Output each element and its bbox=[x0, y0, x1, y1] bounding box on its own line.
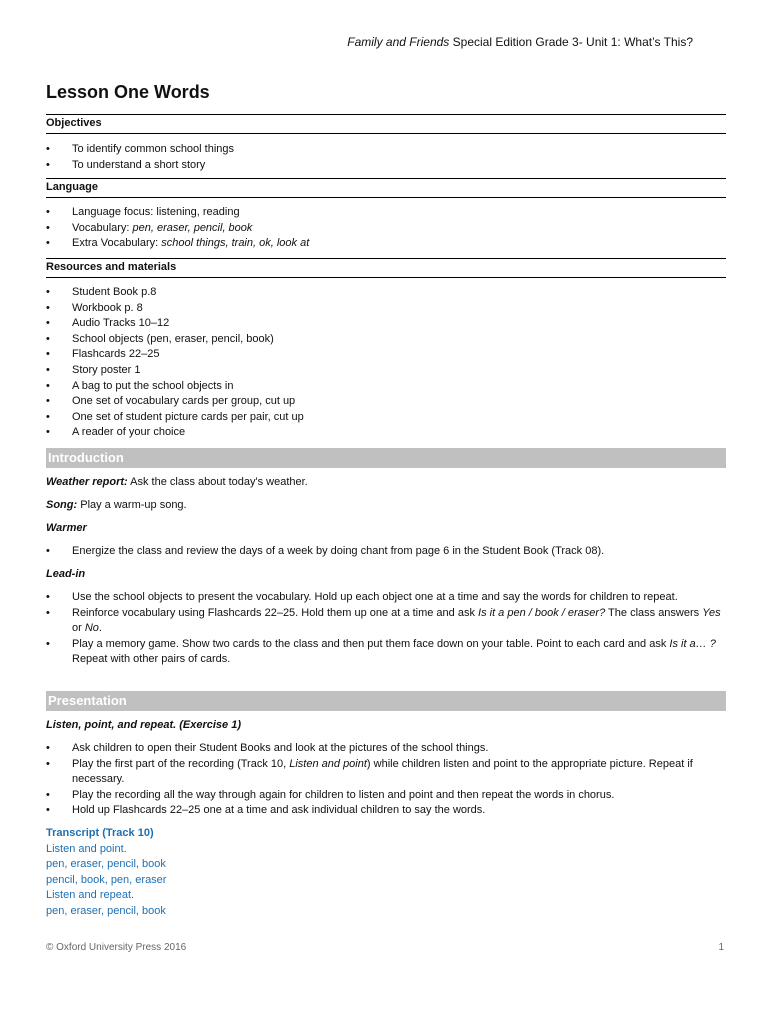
page-title: Lesson One Words bbox=[46, 82, 210, 102]
list-item: • Vocabulary: pen, eraser, pencil, book bbox=[46, 221, 726, 237]
list-item: • Use the school objects to present the vocabulary. Hold up each object one at a time and say the words for children to repeat. bbox=[46, 590, 726, 606]
list-item: • To identify common school things bbox=[46, 142, 726, 158]
copyright: © Oxford University Press 2016 bbox=[46, 942, 187, 953]
objectives-heading: Objectives bbox=[46, 114, 726, 134]
list-item: • A bag to put the school objects in bbox=[46, 379, 726, 395]
transcript-line: pen, eraser, pencil, book bbox=[46, 904, 166, 917]
warmer-label: Warmer bbox=[46, 522, 87, 534]
list-item: • Story poster 1 bbox=[46, 363, 726, 379]
transcript bbox=[46, 826, 166, 920]
list-item: • One set of student picture cards per pair, cut up bbox=[46, 410, 726, 426]
song: Song: Play a warm-up song. bbox=[46, 499, 187, 511]
list-item: • School objects (pen, eraser, pencil, book) bbox=[46, 332, 726, 348]
language-section bbox=[46, 178, 726, 252]
list-item: • Workbook p. 8 bbox=[46, 301, 726, 317]
list-item: • A reader of your choice bbox=[46, 425, 726, 441]
page-number: 1 bbox=[718, 942, 724, 953]
leadin-label: Lead-in bbox=[46, 568, 86, 580]
objectives-list bbox=[46, 142, 726, 173]
list-item: • Flashcards 22–25 bbox=[46, 347, 726, 363]
list-item: • Play a memory game. Show two cards to the class and then put them face down on your table. Point to each card and ask Is it a… ? Repeat with other pairs of cards. bbox=[46, 637, 726, 668]
weather-report: Weather report: Ask the class about today's weather. bbox=[46, 476, 308, 488]
transcript-line: pencil, book, pen, eraser bbox=[46, 873, 167, 886]
presentation-list bbox=[46, 741, 726, 819]
list-item: • Energize the class and review the days of a week by doing chant from page 6 in the Student Book (Track 08). bbox=[46, 544, 726, 560]
list-item: • Play the recording all the way through again for children to listen and point and then repeat the words in chorus. bbox=[46, 788, 726, 804]
transcript-line: Listen and point. bbox=[46, 842, 127, 855]
introduction-band: Introduction bbox=[46, 448, 726, 468]
list-item: • Ask children to open their Student Books and look at the pictures of the school things. bbox=[46, 741, 726, 757]
document-page bbox=[46, 0, 726, 1024]
transcript-heading: Transcript (Track 10) bbox=[46, 827, 154, 839]
resources-list bbox=[46, 285, 726, 441]
objectives-section bbox=[46, 114, 726, 173]
list-item: • Student Book p.8 bbox=[46, 285, 726, 301]
list-item: • Play the first part of the recording (Track 10, Listen and point) while children listen and point to the appropriate picture. Repeat if necessary. bbox=[46, 757, 726, 788]
list-item: • One set of vocabulary cards per group, cut up bbox=[46, 394, 726, 410]
transcript-line: Listen and repeat. bbox=[46, 889, 135, 902]
list-item: • Reinforce vocabulary using Flashcards 22–25. Hold them up one at a time and ask Is it a pen / book / eraser? The class answers Yes or No. bbox=[46, 606, 726, 637]
list-item: • Language focus: listening, reading bbox=[46, 205, 726, 221]
page-footer bbox=[46, 942, 726, 953]
running-header: Family and Friends Special Edition Grade 3- Unit 1: What’s This? bbox=[347, 35, 693, 49]
resources-section bbox=[46, 258, 726, 441]
presentation-band: Presentation bbox=[46, 691, 726, 711]
resources-heading: Resources and materials bbox=[46, 258, 726, 278]
warmer-list bbox=[46, 544, 726, 560]
list-item: • Hold up Flashcards 22–25 one at a time and ask individual children to say the words. bbox=[46, 803, 726, 819]
list-item: • Audio Tracks 10–12 bbox=[46, 316, 726, 332]
transcript-line: pen, eraser, pencil, book bbox=[46, 858, 166, 871]
language-heading: Language bbox=[46, 178, 726, 198]
list-item: • To understand a short story bbox=[46, 158, 726, 174]
leadin-list bbox=[46, 590, 726, 668]
exercise-label: Listen, point, and repeat. (Exercise 1) bbox=[46, 719, 241, 731]
language-list bbox=[46, 205, 726, 252]
list-item: • Extra Vocabulary: school things, train, ok, look at bbox=[46, 236, 726, 252]
